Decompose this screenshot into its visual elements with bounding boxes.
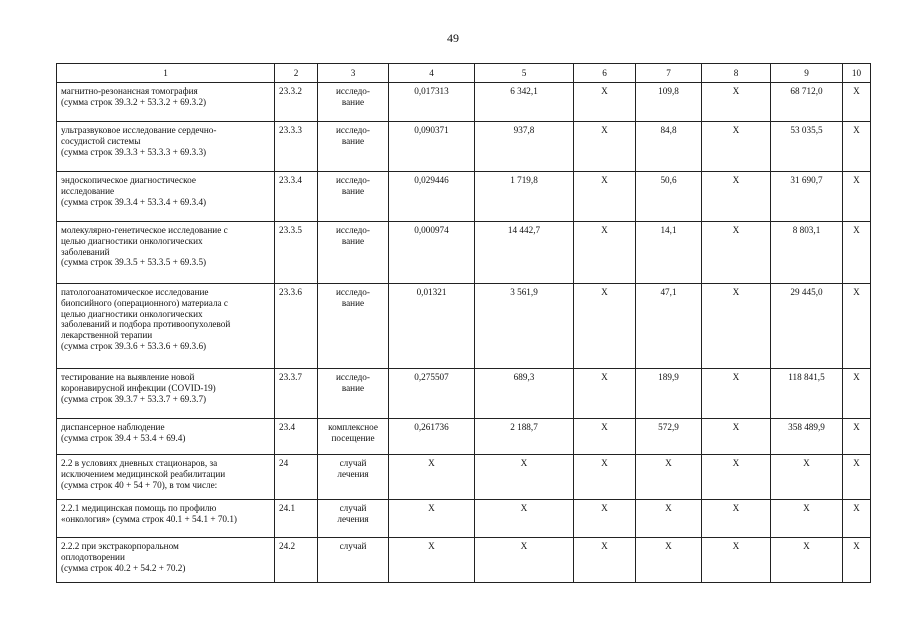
row-col5-cell: 937,8 (475, 122, 574, 172)
row-col6-cell: X (574, 369, 636, 419)
row-col9-cell: 68 712,0 (771, 83, 843, 122)
row-col7-cell: 109,8 (636, 83, 702, 122)
row-col9-cell: X (771, 538, 843, 583)
row-code-cell: 23.3.3 (275, 122, 318, 172)
row-name-cell: 2.2.2 при экстракорпоральном оплодотворении (сумма строк 40.2 + 54.2 + 70.2) (57, 538, 275, 583)
table-row (57, 222, 871, 284)
row-col8-cell: X (702, 500, 771, 538)
row-col6-cell: X (574, 172, 636, 222)
row-col4-cell: X (389, 500, 475, 538)
row-name-cell: диспансерное наблюдение (сумма строк 39.4 + 53.4 + 69.4) (57, 419, 275, 455)
row-col7-cell: 189,9 (636, 369, 702, 419)
table-row (57, 419, 871, 455)
row-col10-cell: X (843, 455, 871, 500)
row-col4-cell: X (389, 455, 475, 500)
row-col4-cell: 0,029446 (389, 172, 475, 222)
row-col4-cell: 0,261736 (389, 419, 475, 455)
row-col7-cell: 50,6 (636, 172, 702, 222)
row-col4-cell: 0,01321 (389, 284, 475, 369)
row-code-cell: 23.3.4 (275, 172, 318, 222)
row-col10-cell: X (843, 419, 871, 455)
row-code-cell: 24.1 (275, 500, 318, 538)
table-row (57, 122, 871, 172)
row-name-cell: молекулярно-генетическое исследование с целью диагностики онкологических заболеваний (сумма строк 39.3.5 + 53.3.5 + 69.3.5) (57, 222, 275, 284)
table-row (57, 172, 871, 222)
column-header-9: 9 (771, 64, 843, 83)
row-col5-cell: X (475, 538, 574, 583)
row-col9-cell: 53 035,5 (771, 122, 843, 172)
row-unit-cell: случай лечения (318, 500, 389, 538)
row-col10-cell: X (843, 222, 871, 284)
header-row (57, 64, 871, 83)
row-col9-cell: 8 803,1 (771, 222, 843, 284)
row-col8-cell: X (702, 419, 771, 455)
row-name-cell: патологоанатомическое исследование биопсийного (операционного) материала с целью диагностики онкологических заболеваний и подбора противоопухолевой лекарственной терапии (сумма строк 39.3.6 + 53.3.6 + 69.3.6) (57, 284, 275, 369)
row-col5-cell: 689,3 (475, 369, 574, 419)
row-name-cell: 2.2.1 медицинская помощь по профилю «онкология» (сумма строк 40.1 + 54.1 + 70.1) (57, 500, 275, 538)
row-code-cell: 23.3.2 (275, 83, 318, 122)
row-col7-cell: 14,1 (636, 222, 702, 284)
row-name-cell: тестирование на выявление новой коронавирусной инфекции (COVID-19) (сумма строк 39.3.7 + 53.3.7 + 69.3.7) (57, 369, 275, 419)
row-col10-cell: X (843, 284, 871, 369)
row-col9-cell: 31 690,7 (771, 172, 843, 222)
row-col5-cell: 2 188,7 (475, 419, 574, 455)
row-unit-cell: исследо- вание (318, 122, 389, 172)
column-header-3: 3 (318, 64, 389, 83)
row-unit-cell: случай лечения (318, 455, 389, 500)
row-col10-cell: X (843, 538, 871, 583)
column-header-2: 2 (275, 64, 318, 83)
table-row (57, 500, 871, 538)
row-code-cell: 23.3.7 (275, 369, 318, 419)
row-col4-cell: X (389, 538, 475, 583)
row-unit-cell: комплексное посещение (318, 419, 389, 455)
row-col8-cell: X (702, 538, 771, 583)
row-col6-cell: X (574, 222, 636, 284)
row-col7-cell: X (636, 538, 702, 583)
row-col9-cell: X (771, 500, 843, 538)
row-unit-cell: исследо- вание (318, 83, 389, 122)
column-header-7: 7 (636, 64, 702, 83)
row-col5-cell: 3 561,9 (475, 284, 574, 369)
page-number: 49 (447, 31, 459, 45)
row-col7-cell: 84,8 (636, 122, 702, 172)
row-col8-cell: X (702, 83, 771, 122)
row-col7-cell: X (636, 455, 702, 500)
data-table (56, 63, 871, 583)
table-row (57, 455, 871, 500)
row-col6-cell: X (574, 122, 636, 172)
row-col4-cell: 0,017313 (389, 83, 475, 122)
row-col6-cell: X (574, 455, 636, 500)
row-unit-cell: случай (318, 538, 389, 583)
row-col4-cell: 0,090371 (389, 122, 475, 172)
row-col6-cell: X (574, 83, 636, 122)
row-code-cell: 24 (275, 455, 318, 500)
column-header-1: 1 (57, 64, 275, 83)
row-code-cell: 23.4 (275, 419, 318, 455)
row-name-cell: ультразвуковое исследование сердечно- сосудистой системы (сумма строк 39.3.3 + 53.3.3 + 69.3.3) (57, 122, 275, 172)
row-col6-cell: X (574, 419, 636, 455)
column-header-5: 5 (475, 64, 574, 83)
row-name-cell: эндоскопическое диагностическое исследование (сумма строк 39.3.4 + 53.3.4 + 69.3.4) (57, 172, 275, 222)
row-col10-cell: X (843, 369, 871, 419)
row-col5-cell: 6 342,1 (475, 83, 574, 122)
table-row (57, 284, 871, 369)
row-unit-cell: исследо- вание (318, 284, 389, 369)
row-name-cell: магнитно-резонансная томография (сумма строк 39.3.2 + 53.3.2 + 69.3.2) (57, 83, 275, 122)
row-col5-cell: 14 442,7 (475, 222, 574, 284)
row-col5-cell: X (475, 455, 574, 500)
row-col9-cell: 118 841,5 (771, 369, 843, 419)
row-code-cell: 23.3.5 (275, 222, 318, 284)
row-col7-cell: 47,1 (636, 284, 702, 369)
row-col4-cell: 0,275507 (389, 369, 475, 419)
row-col10-cell: X (843, 122, 871, 172)
row-col6-cell: X (574, 284, 636, 369)
row-col9-cell: 29 445,0 (771, 284, 843, 369)
row-col8-cell: X (702, 455, 771, 500)
row-col10-cell: X (843, 500, 871, 538)
column-header-10: 10 (843, 64, 871, 83)
row-col4-cell: 0,000974 (389, 222, 475, 284)
table-row (57, 538, 871, 583)
row-unit-cell: исследо- вание (318, 369, 389, 419)
row-code-cell: 23.3.6 (275, 284, 318, 369)
table-row (57, 369, 871, 419)
row-col8-cell: X (702, 222, 771, 284)
row-col5-cell: 1 719,8 (475, 172, 574, 222)
row-col6-cell: X (574, 538, 636, 583)
row-col5-cell: X (475, 500, 574, 538)
row-col9-cell: X (771, 455, 843, 500)
row-col7-cell: 572,9 (636, 419, 702, 455)
row-unit-cell: исследо- вание (318, 222, 389, 284)
column-header-8: 8 (702, 64, 771, 83)
table-row (57, 83, 871, 122)
row-col8-cell: X (702, 172, 771, 222)
row-code-cell: 24.2 (275, 538, 318, 583)
row-col8-cell: X (702, 122, 771, 172)
row-col8-cell: X (702, 369, 771, 419)
row-col9-cell: 358 489,9 (771, 419, 843, 455)
row-unit-cell: исследо- вание (318, 172, 389, 222)
row-col8-cell: X (702, 284, 771, 369)
row-col7-cell: X (636, 500, 702, 538)
row-col10-cell: X (843, 172, 871, 222)
row-col10-cell: X (843, 83, 871, 122)
row-name-cell: 2.2 в условиях дневных стационаров, за исключением медицинской реабилитации (сумма строк 40 + 54 + 70), в том числе: (57, 455, 275, 500)
row-col6-cell: X (574, 500, 636, 538)
column-header-6: 6 (574, 64, 636, 83)
column-header-4: 4 (389, 64, 475, 83)
